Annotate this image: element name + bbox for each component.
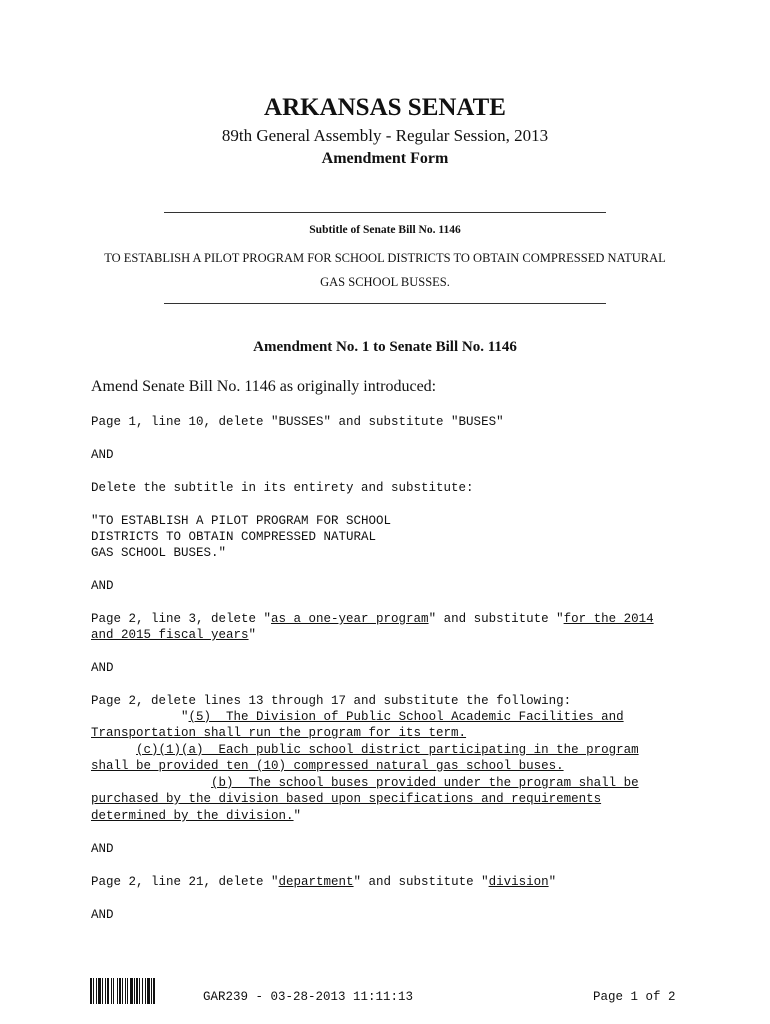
substituted-text: shall be provided ten (10) compressed natural gas school buses. [91,759,564,773]
substitute-line-3 [91,742,639,759]
barcode-icon [90,978,182,1004]
bill-subtitle-line-1: TO ESTABLISH A PILOT PROGRAM FOR SCHOOL DISTRICTS TO OBTAIN COMPRESSED NATURAL [104,251,666,265]
substituted-text: (5) The Division of Public School Academic Facilities and [188,710,624,724]
substitute-line-7 [91,808,301,825]
page-number: Page 1 of 2 [593,990,676,1004]
bill-subtitle-line-2: GAS SCHOOL BUSSES. [320,275,450,289]
document-title: ARKANSAS SENATE [264,94,506,121]
text: " and substitute " [428,612,564,626]
substitute-line-2 [91,725,466,742]
substituted-text: Transportation shall run the program for its term. [91,726,467,740]
text: Page 2, line 21, delete " [91,875,279,889]
substituted-text: determined by the division. [91,809,294,823]
and-separator: AND [91,579,114,593]
text: " [248,628,257,642]
text: " [91,710,189,724]
substituted-text: purchased by the division based upon specifications and requirements [91,792,602,806]
instruction-2: Delete the subtitle in its entirety and substitute: [91,481,474,495]
document-id: GAR239 - 03-28-2013 11:11:13 [203,990,414,1004]
substituted-text: and 2015 fiscal years [91,628,249,642]
substitute-line-6 [91,791,601,808]
and-separator: AND [91,448,114,462]
text: " and substitute " [353,875,489,889]
instruction-3-line-2 [91,627,256,644]
substituted-text: for the 2014 [563,612,654,626]
instruction-5 [91,874,556,891]
substitute-line-1 [91,709,624,726]
text [91,743,136,757]
substituted-text: (c)(1)(a) Each public school district participating in the program [136,743,639,757]
substitute-line-5 [91,775,639,792]
bill-subtitle [0,246,770,294]
text: " [293,809,302,823]
session-line: 89th General Assembly - Regular Session, 2013 [221,126,549,145]
substituted-text: (b) The school buses provided under the program shall be [211,776,639,790]
text [91,776,211,790]
quote-line-1: "TO ESTABLISH A PILOT PROGRAM FOR SCHOOL [91,514,392,528]
form-name: Amendment Form [321,150,449,167]
and-separator: AND [91,908,114,922]
amendment-heading: Amendment No. 1 to Senate Bill No. 1146 [253,339,517,355]
intro-line: Amend Senate Bill No. 1146 as originally introduced: [91,378,437,395]
and-separator: AND [91,842,114,856]
instruction-1: Page 1, line 10, delete "BUSSES" and substitute "BUSES" [91,415,504,429]
and-separator: AND [91,661,114,675]
instruction-4: Page 2, delete lines 13 through 17 and substitute the following: [91,694,572,708]
substitute-line-4 [91,758,564,775]
quote-line-2: DISTRICTS TO OBTAIN COMPRESSED NATURAL [91,530,377,544]
top-divider [164,212,606,213]
substituted-text: division [488,875,549,889]
text: " [548,875,557,889]
text: Page 2, line 3, delete " [91,612,272,626]
quote-line-3: GAS SCHOOL BUSES." [91,546,227,560]
deleted-text: as a one-year program [271,612,429,626]
deleted-text: department [278,875,354,889]
bottom-divider [164,303,606,304]
instruction-3-line-1 [91,611,654,628]
subtitle-heading: Subtitle of Senate Bill No. 1146 [309,224,461,236]
